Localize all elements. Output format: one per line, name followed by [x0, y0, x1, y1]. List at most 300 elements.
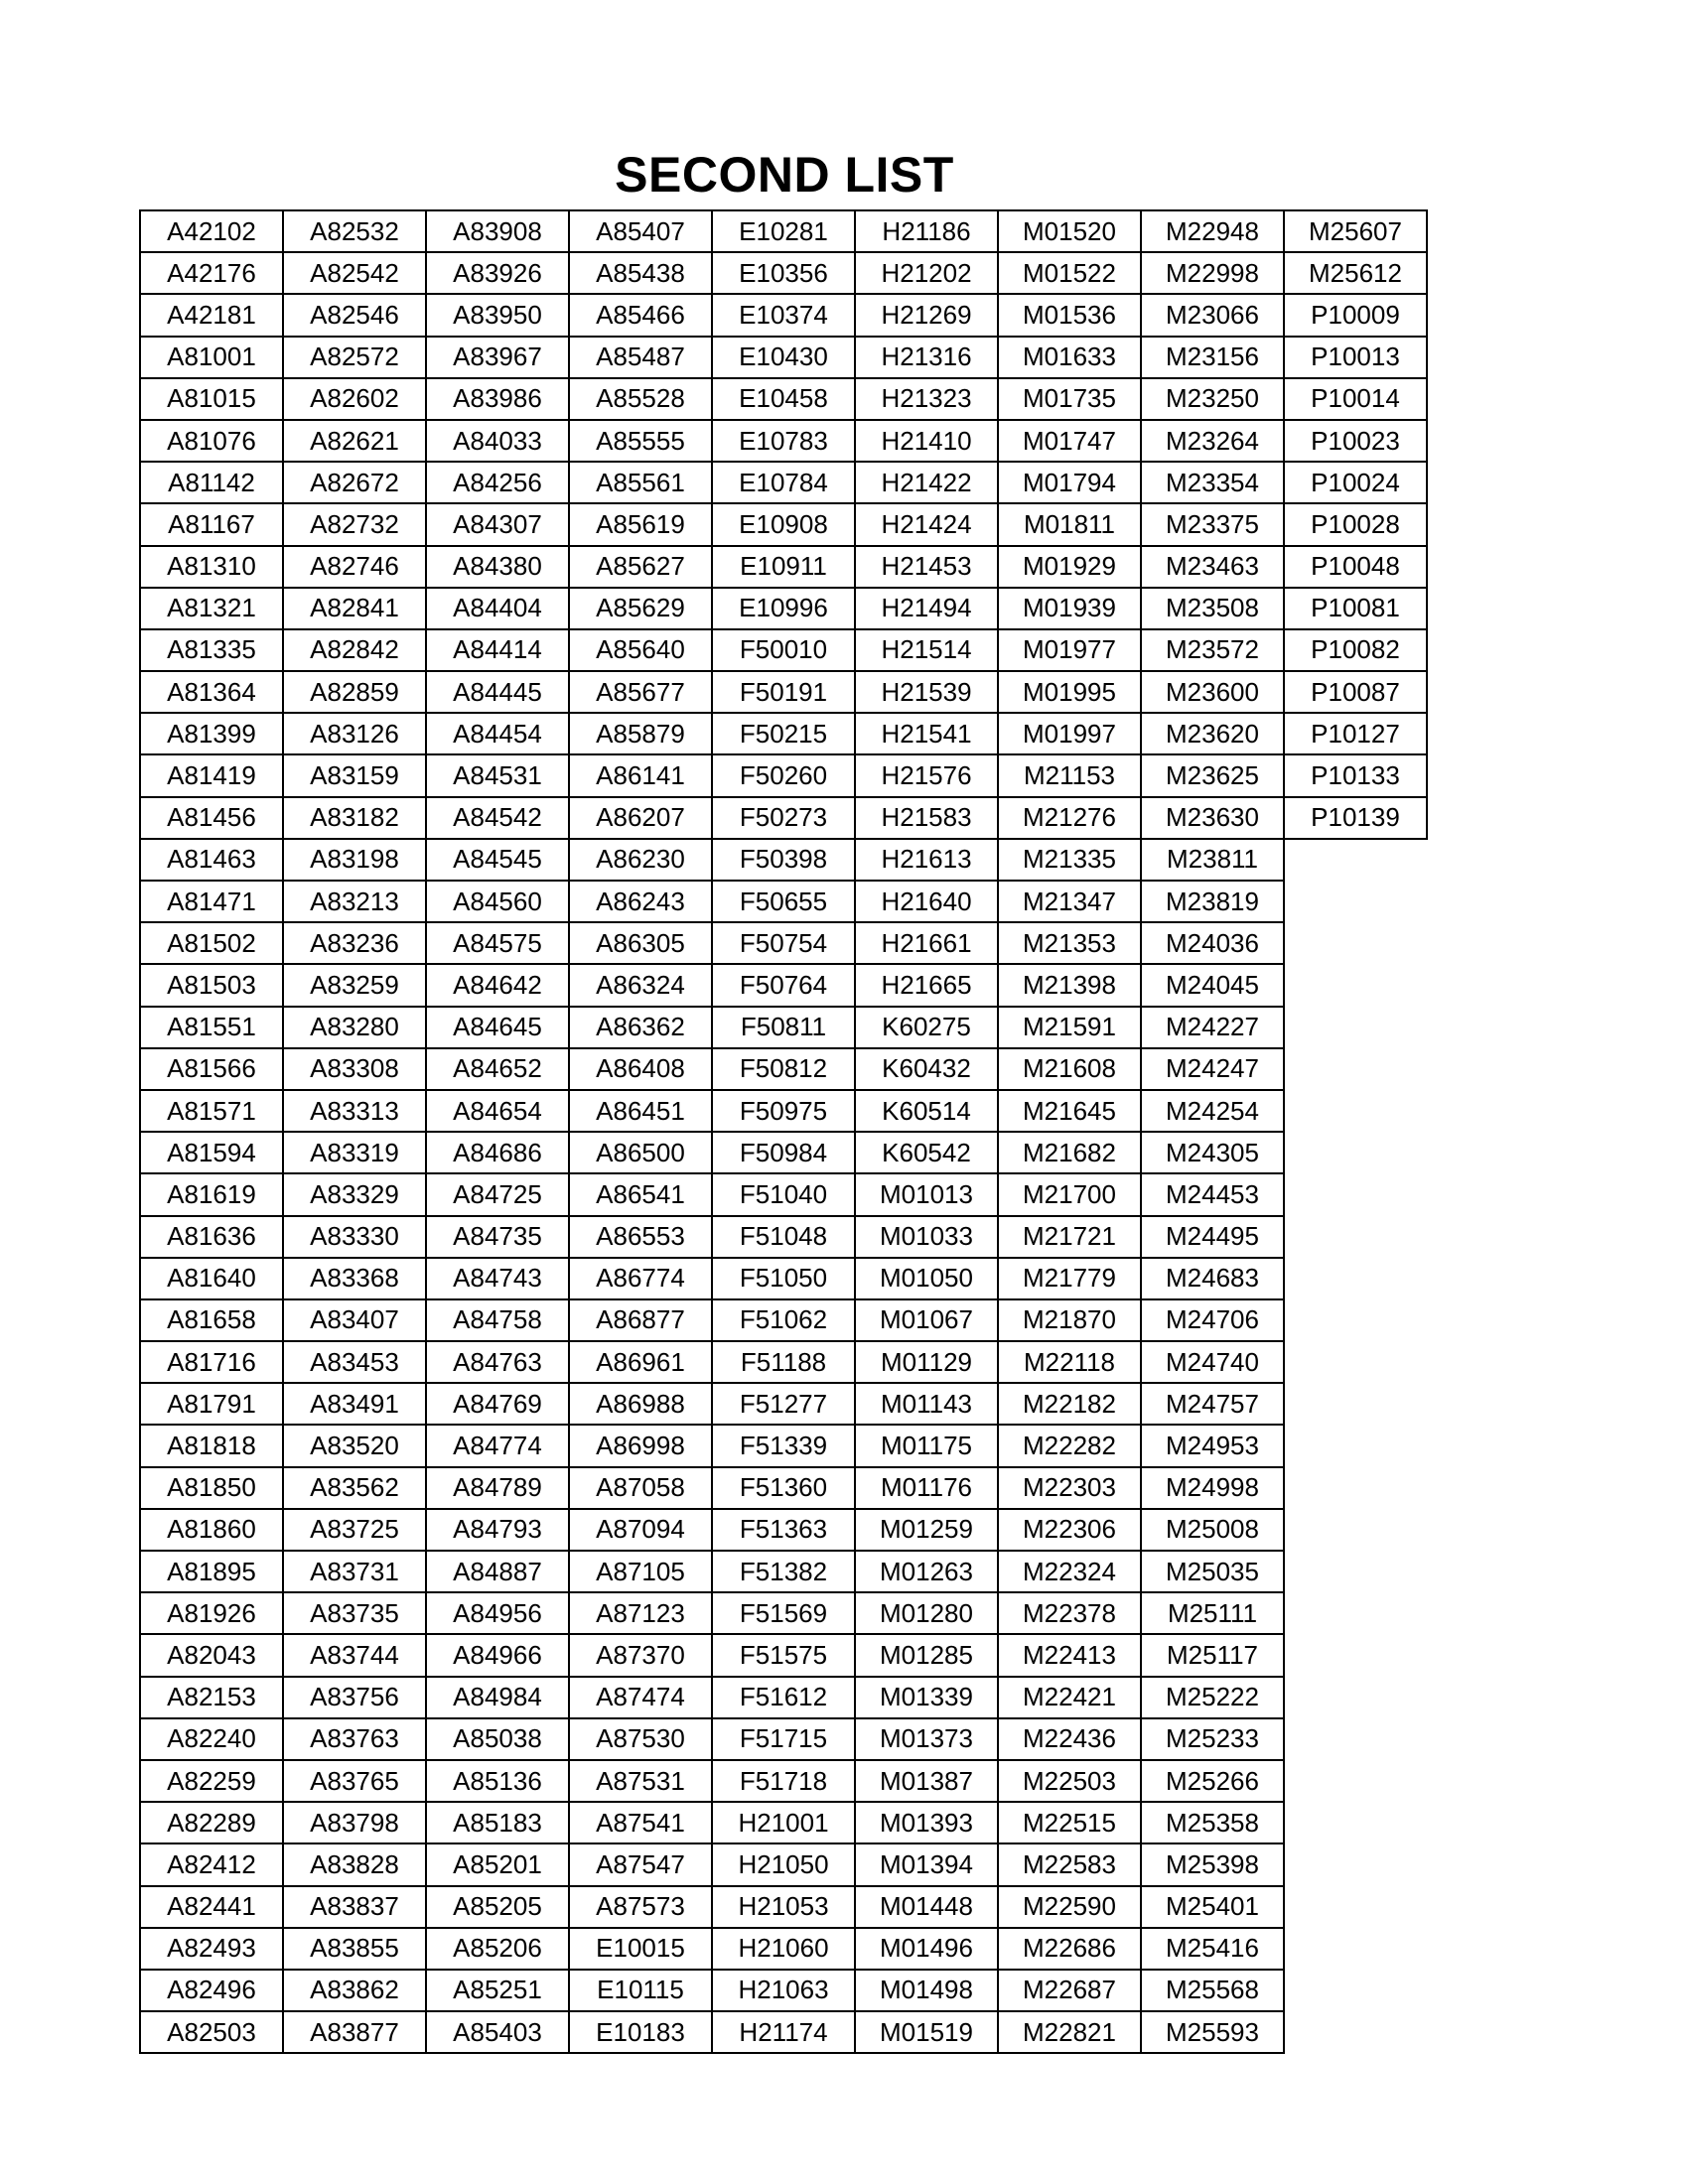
code-cell: A81926 — [140, 1592, 283, 1634]
code-cell: F51277 — [712, 1383, 855, 1425]
code-cell: K60432 — [855, 1048, 998, 1090]
table-row — [140, 1090, 1427, 1132]
code-cell: A82572 — [283, 337, 426, 378]
table-row — [140, 713, 1427, 754]
code-cell: P10024 — [1284, 462, 1427, 503]
table-row — [140, 546, 1427, 588]
code-cell: H21539 — [855, 671, 998, 713]
code-cell: A85466 — [569, 294, 712, 336]
code-cell: M23625 — [1141, 754, 1284, 796]
code-cell: A84966 — [426, 1634, 569, 1676]
code-cell: A83313 — [283, 1090, 426, 1132]
code-cell: M22503 — [998, 1760, 1141, 1802]
code-cell: A85528 — [569, 378, 712, 420]
code-cell: A85438 — [569, 252, 712, 294]
code-cell: A81571 — [140, 1090, 283, 1132]
code-cell: M22436 — [998, 1718, 1141, 1760]
code-cell: M25035 — [1141, 1551, 1284, 1592]
code-cell: A85038 — [426, 1718, 569, 1760]
code-cell: A87105 — [569, 1551, 712, 1592]
code-cell: P10048 — [1284, 546, 1427, 588]
code-cell: A85561 — [569, 462, 712, 503]
code-list-table — [139, 209, 1428, 2054]
code-cell: M01280 — [855, 1592, 998, 1634]
code-cell: M22413 — [998, 1634, 1141, 1676]
code-cell: A86877 — [569, 1299, 712, 1341]
empty-cell — [1284, 1802, 1427, 1843]
code-cell: F50984 — [712, 1132, 855, 1173]
code-list-body — [140, 210, 1427, 2053]
code-cell: M01633 — [998, 337, 1141, 378]
code-cell: H21269 — [855, 294, 998, 336]
code-cell: P10133 — [1284, 754, 1427, 796]
code-cell: F51715 — [712, 1718, 855, 1760]
code-cell: A84763 — [426, 1341, 569, 1383]
code-cell: M01143 — [855, 1383, 998, 1425]
code-cell: A86774 — [569, 1258, 712, 1299]
table-row — [140, 964, 1427, 1006]
code-cell: M23463 — [1141, 546, 1284, 588]
table-row — [140, 881, 1427, 922]
code-cell: A82621 — [283, 420, 426, 462]
code-cell: A83520 — [283, 1425, 426, 1466]
code-cell: A86451 — [569, 1090, 712, 1132]
code-cell: A83259 — [283, 964, 426, 1006]
code-cell: M24247 — [1141, 1048, 1284, 1090]
code-cell: M23156 — [1141, 337, 1284, 378]
table-row — [140, 1843, 1427, 1885]
code-cell: E10183 — [569, 2011, 712, 2053]
code-cell: A86553 — [569, 1216, 712, 1258]
code-cell: A81636 — [140, 1216, 283, 1258]
code-cell: M22687 — [998, 1970, 1141, 2011]
code-cell: A81566 — [140, 1048, 283, 1090]
code-cell: A82153 — [140, 1677, 283, 1718]
code-cell: A83731 — [283, 1551, 426, 1592]
table-row — [140, 252, 1427, 294]
empty-cell — [1284, 1132, 1427, 1173]
empty-cell — [1284, 1258, 1427, 1299]
table-row — [140, 1007, 1427, 1048]
empty-cell — [1284, 1048, 1427, 1090]
code-cell: M23354 — [1141, 462, 1284, 503]
code-cell: A83986 — [426, 378, 569, 420]
code-cell: A84560 — [426, 881, 569, 922]
code-cell: A81503 — [140, 964, 283, 1006]
page-title: SECOND LIST — [615, 147, 954, 203]
code-cell: A83735 — [283, 1592, 426, 1634]
table-row — [140, 1048, 1427, 1090]
code-cell: A42102 — [140, 210, 283, 252]
code-cell: M23811 — [1141, 839, 1284, 881]
code-cell: A83967 — [426, 337, 569, 378]
code-cell: A81015 — [140, 378, 283, 420]
code-cell: M25612 — [1284, 252, 1427, 294]
code-cell: F51050 — [712, 1258, 855, 1299]
code-cell: A81310 — [140, 546, 283, 588]
table-row — [140, 1132, 1427, 1173]
code-cell: H21050 — [712, 1843, 855, 1885]
code-cell: H21410 — [855, 420, 998, 462]
code-cell: P10023 — [1284, 420, 1427, 462]
code-cell: M01522 — [998, 252, 1141, 294]
code-cell: A83236 — [283, 922, 426, 964]
code-cell: A81321 — [140, 588, 283, 629]
code-cell: M21276 — [998, 797, 1141, 839]
code-cell: P10009 — [1284, 294, 1427, 336]
table-row — [140, 839, 1427, 881]
table-row — [140, 629, 1427, 671]
code-cell: H21665 — [855, 964, 998, 1006]
code-cell: M24683 — [1141, 1258, 1284, 1299]
code-cell: M22821 — [998, 2011, 1141, 2053]
code-cell: M01175 — [855, 1425, 998, 1466]
code-cell: M25222 — [1141, 1677, 1284, 1718]
code-cell: F51188 — [712, 1341, 855, 1383]
code-cell: A81463 — [140, 839, 283, 881]
code-cell: A84307 — [426, 503, 569, 545]
code-cell: H21001 — [712, 1802, 855, 1843]
code-cell: M25233 — [1141, 1718, 1284, 1760]
code-cell: F50398 — [712, 839, 855, 881]
code-cell: A87541 — [569, 1802, 712, 1843]
code-cell: A82289 — [140, 1802, 283, 1843]
code-cell: M01033 — [855, 1216, 998, 1258]
code-cell: A87370 — [569, 1634, 712, 1676]
code-cell: A83407 — [283, 1299, 426, 1341]
table-row — [140, 922, 1427, 964]
code-cell: M23508 — [1141, 588, 1284, 629]
code-cell: A82842 — [283, 629, 426, 671]
table-row — [140, 1802, 1427, 1843]
code-cell: A87058 — [569, 1467, 712, 1509]
code-cell: M01394 — [855, 1843, 998, 1885]
code-cell: A81594 — [140, 1132, 283, 1173]
code-cell: P10028 — [1284, 503, 1427, 545]
code-cell: M25416 — [1141, 1928, 1284, 1970]
code-cell: A85205 — [426, 1886, 569, 1928]
code-cell: A87474 — [569, 1677, 712, 1718]
code-cell: A84956 — [426, 1592, 569, 1634]
table-row — [140, 1928, 1427, 1970]
code-cell: A83213 — [283, 881, 426, 922]
code-cell: M24045 — [1141, 964, 1284, 1006]
code-cell: A82602 — [283, 378, 426, 420]
code-cell: M23250 — [1141, 378, 1284, 420]
code-cell: E10783 — [712, 420, 855, 462]
code-cell: M21779 — [998, 1258, 1141, 1299]
code-cell: M01259 — [855, 1509, 998, 1551]
code-cell: H21060 — [712, 1928, 855, 1970]
code-cell: A86500 — [569, 1132, 712, 1173]
code-cell: A84769 — [426, 1383, 569, 1425]
code-cell: M25111 — [1141, 1592, 1284, 1634]
code-cell: A86998 — [569, 1425, 712, 1466]
code-cell: M24036 — [1141, 922, 1284, 964]
code-cell: M21591 — [998, 1007, 1141, 1048]
code-cell: A84454 — [426, 713, 569, 754]
table-row — [140, 462, 1427, 503]
code-cell: P10013 — [1284, 337, 1427, 378]
code-cell: A87573 — [569, 1886, 712, 1928]
code-cell: A86541 — [569, 1173, 712, 1215]
code-cell: A84789 — [426, 1467, 569, 1509]
code-cell: A81716 — [140, 1341, 283, 1383]
code-cell: A83126 — [283, 713, 426, 754]
code-cell: A86305 — [569, 922, 712, 964]
code-cell: H21202 — [855, 252, 998, 294]
code-cell: M01498 — [855, 1970, 998, 2011]
code-cell: M01811 — [998, 503, 1141, 545]
code-cell: M01263 — [855, 1551, 998, 1592]
table-row — [140, 1383, 1427, 1425]
code-cell: A83756 — [283, 1677, 426, 1718]
code-cell: M01373 — [855, 1718, 998, 1760]
code-cell: A84404 — [426, 588, 569, 629]
code-cell: A83453 — [283, 1341, 426, 1383]
table-row — [140, 1341, 1427, 1383]
code-cell: M01735 — [998, 378, 1141, 420]
code-cell: A83926 — [426, 252, 569, 294]
table-row — [140, 1886, 1427, 1928]
code-cell: M21153 — [998, 754, 1141, 796]
code-cell: A87530 — [569, 1718, 712, 1760]
code-cell: A82503 — [140, 2011, 283, 2053]
code-cell: M24305 — [1141, 1132, 1284, 1173]
table-row — [140, 1760, 1427, 1802]
table-row — [140, 1258, 1427, 1299]
code-cell: A82542 — [283, 252, 426, 294]
code-cell: A81619 — [140, 1173, 283, 1215]
code-cell: M01977 — [998, 629, 1141, 671]
code-cell: A81167 — [140, 503, 283, 545]
code-cell: F50812 — [712, 1048, 855, 1090]
code-cell: M01997 — [998, 713, 1141, 754]
code-cell: A84645 — [426, 1007, 569, 1048]
code-cell: M21335 — [998, 839, 1141, 881]
code-cell: A84445 — [426, 671, 569, 713]
code-cell: A85619 — [569, 503, 712, 545]
table-row — [140, 503, 1427, 545]
code-cell: A83280 — [283, 1007, 426, 1048]
code-cell: A83562 — [283, 1467, 426, 1509]
code-cell: A83182 — [283, 797, 426, 839]
table-row — [140, 1509, 1427, 1551]
code-cell: A82493 — [140, 1928, 283, 1970]
table-row — [140, 210, 1427, 252]
empty-cell — [1284, 1677, 1427, 1718]
code-cell: H21613 — [855, 839, 998, 881]
code-cell: A82496 — [140, 1970, 283, 2011]
code-cell: A81142 — [140, 462, 283, 503]
code-cell: A83908 — [426, 210, 569, 252]
code-cell: M22948 — [1141, 210, 1284, 252]
table-row — [140, 1216, 1427, 1258]
code-cell: F50764 — [712, 964, 855, 1006]
empty-cell — [1284, 964, 1427, 1006]
code-cell: A83765 — [283, 1760, 426, 1802]
code-cell: A81658 — [140, 1299, 283, 1341]
code-cell: A83198 — [283, 839, 426, 881]
code-cell: A81791 — [140, 1383, 283, 1425]
code-cell: H21053 — [712, 1886, 855, 1928]
code-cell: E10908 — [712, 503, 855, 545]
code-cell: A81818 — [140, 1425, 283, 1466]
empty-cell — [1284, 1467, 1427, 1509]
code-cell: A84033 — [426, 420, 569, 462]
code-cell: F50273 — [712, 797, 855, 839]
code-cell: A87123 — [569, 1592, 712, 1634]
code-cell: A84542 — [426, 797, 569, 839]
code-cell: M25401 — [1141, 1886, 1284, 1928]
code-cell: M01747 — [998, 420, 1141, 462]
code-cell: M25568 — [1141, 1970, 1284, 2011]
code-cell: E10430 — [712, 337, 855, 378]
table-row — [140, 1634, 1427, 1676]
code-cell: H21494 — [855, 588, 998, 629]
table-row — [140, 420, 1427, 462]
table-row — [140, 671, 1427, 713]
code-cell: A84256 — [426, 462, 569, 503]
code-cell: F50010 — [712, 629, 855, 671]
code-cell: F50754 — [712, 922, 855, 964]
code-cell: H21661 — [855, 922, 998, 964]
code-cell: M01520 — [998, 210, 1141, 252]
code-cell: M22118 — [998, 1341, 1141, 1383]
code-cell: A85201 — [426, 1843, 569, 1885]
empty-cell — [1284, 1425, 1427, 1466]
code-cell: P10087 — [1284, 671, 1427, 713]
code-cell: M23264 — [1141, 420, 1284, 462]
code-cell: A85251 — [426, 1970, 569, 2011]
empty-cell — [1284, 839, 1427, 881]
code-cell: A83159 — [283, 754, 426, 796]
code-cell: M22306 — [998, 1509, 1141, 1551]
code-cell: M01939 — [998, 588, 1141, 629]
code-cell: E10015 — [569, 1928, 712, 1970]
code-cell: M01285 — [855, 1634, 998, 1676]
code-cell: A85136 — [426, 1760, 569, 1802]
code-cell: H21576 — [855, 754, 998, 796]
code-cell: F51718 — [712, 1760, 855, 1802]
empty-cell — [1284, 881, 1427, 922]
code-cell: M22583 — [998, 1843, 1141, 1885]
code-cell: M21870 — [998, 1299, 1141, 1341]
code-cell: F50215 — [712, 713, 855, 754]
empty-cell — [1284, 1592, 1427, 1634]
table-row — [140, 1551, 1427, 1592]
code-cell: M25398 — [1141, 1843, 1284, 1885]
code-cell: A83877 — [283, 2011, 426, 2053]
code-cell: M24998 — [1141, 1467, 1284, 1509]
code-cell: M21721 — [998, 1216, 1141, 1258]
code-cell: P10014 — [1284, 378, 1427, 420]
code-cell: E10356 — [712, 252, 855, 294]
code-cell: F50260 — [712, 754, 855, 796]
code-cell: M23066 — [1141, 294, 1284, 336]
table-row — [140, 797, 1427, 839]
code-cell: A86141 — [569, 754, 712, 796]
code-cell: M23819 — [1141, 881, 1284, 922]
code-cell: A84380 — [426, 546, 569, 588]
code-cell: A84743 — [426, 1258, 569, 1299]
code-cell: A82859 — [283, 671, 426, 713]
empty-cell — [1284, 1928, 1427, 1970]
code-cell: M01995 — [998, 671, 1141, 713]
table-row — [140, 1425, 1427, 1466]
code-cell: A82532 — [283, 210, 426, 252]
code-cell: M22378 — [998, 1592, 1141, 1634]
code-cell: F51040 — [712, 1173, 855, 1215]
code-cell: E10374 — [712, 294, 855, 336]
code-cell: M24706 — [1141, 1299, 1284, 1341]
code-cell: F51612 — [712, 1677, 855, 1718]
code-cell: M21398 — [998, 964, 1141, 1006]
code-cell: A87094 — [569, 1509, 712, 1551]
code-cell: A81419 — [140, 754, 283, 796]
code-cell: A82841 — [283, 588, 426, 629]
code-cell: A86362 — [569, 1007, 712, 1048]
code-cell: M22324 — [998, 1551, 1141, 1592]
empty-cell — [1284, 1634, 1427, 1676]
empty-cell — [1284, 1090, 1427, 1132]
code-cell: A42181 — [140, 294, 283, 336]
code-cell: K60514 — [855, 1090, 998, 1132]
code-cell: A84575 — [426, 922, 569, 964]
code-cell: F50191 — [712, 671, 855, 713]
code-cell: A84774 — [426, 1425, 569, 1466]
code-cell: A42176 — [140, 252, 283, 294]
code-cell: M25117 — [1141, 1634, 1284, 1676]
code-cell: M01929 — [998, 546, 1141, 588]
empty-cell — [1284, 1760, 1427, 1802]
code-cell: A86961 — [569, 1341, 712, 1383]
code-cell: A87547 — [569, 1843, 712, 1885]
code-cell: A85206 — [426, 1928, 569, 1970]
code-cell: H21541 — [855, 713, 998, 754]
code-cell: A82546 — [283, 294, 426, 336]
empty-cell — [1284, 1216, 1427, 1258]
code-cell: A84725 — [426, 1173, 569, 1215]
code-cell: A82240 — [140, 1718, 283, 1760]
code-cell: A83491 — [283, 1383, 426, 1425]
code-cell: F50655 — [712, 881, 855, 922]
code-cell: P10082 — [1284, 629, 1427, 671]
table-row — [140, 1299, 1427, 1341]
code-cell: M22998 — [1141, 252, 1284, 294]
code-cell: A83798 — [283, 1802, 426, 1843]
code-cell: A85183 — [426, 1802, 569, 1843]
code-cell: A81471 — [140, 881, 283, 922]
code-cell: A82412 — [140, 1843, 283, 1885]
code-cell: M25593 — [1141, 2011, 1284, 2053]
code-cell: E10115 — [569, 1970, 712, 2011]
empty-cell — [1284, 1718, 1427, 1760]
code-cell: F51363 — [712, 1509, 855, 1551]
code-cell: M22282 — [998, 1425, 1141, 1466]
code-cell: H21514 — [855, 629, 998, 671]
code-cell: A81399 — [140, 713, 283, 754]
empty-cell — [1284, 1843, 1427, 1885]
empty-cell — [1284, 2011, 1427, 2053]
code-cell: M24453 — [1141, 1173, 1284, 1215]
code-cell: A81502 — [140, 922, 283, 964]
code-cell: A82732 — [283, 503, 426, 545]
table-row — [140, 1592, 1427, 1634]
code-cell: M01496 — [855, 1928, 998, 1970]
code-cell: A85629 — [569, 588, 712, 629]
code-cell: F51360 — [712, 1467, 855, 1509]
